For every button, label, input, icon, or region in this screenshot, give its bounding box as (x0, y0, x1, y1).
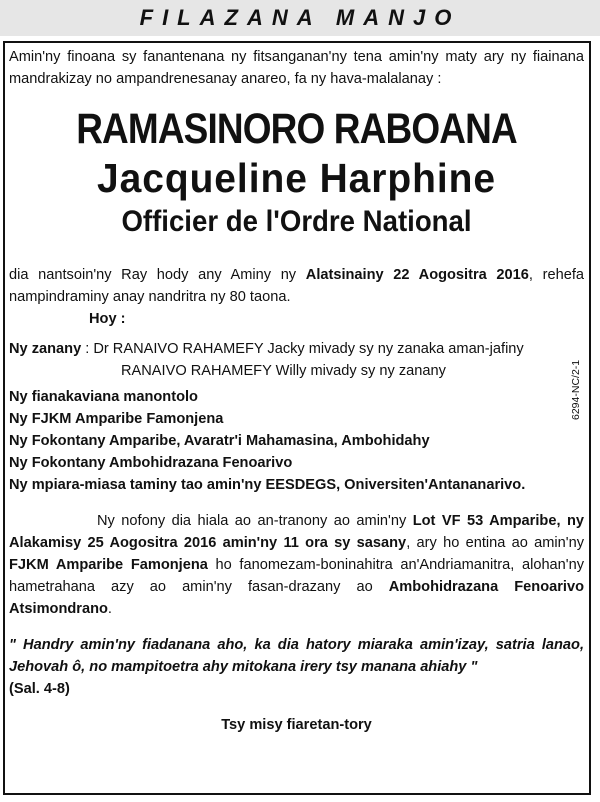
funeral-text-1: Ny nofony dia hiala ao an-tranony ao amin'ny (97, 513, 413, 529)
family-line: Ny Fokontany Ambohidrazana Fenoarivo (9, 455, 293, 471)
zanany-line2: RANAIVO RAHAMEFY Willy mivady sy ny zanany (121, 363, 446, 379)
header-banner (0, 0, 600, 36)
zanany-line1: : Dr RANAIVO RAHAMEFY Jacky mivady sy ny zanaka aman-jafiny (81, 341, 524, 357)
notice-content (9, 46, 584, 736)
hoy-label: Hoy : (89, 311, 126, 327)
closing-note: Tsy misy fiaretan-tory (221, 717, 372, 733)
bible-reference: (Sal. 4-8) (9, 681, 70, 697)
death-announcement (9, 264, 584, 308)
zanany-label: Ny zanany (9, 341, 82, 357)
funeral-text-4: . (107, 601, 112, 617)
funeral-church: FJKM Amparibe Famonjena (9, 557, 208, 573)
funeral-text-3: ho fanomezam-boninahitra an'Andriamanitra, alohan'ny hametrahana azy ao amin'ny fasan-drazany ao (9, 557, 584, 595)
zanany-line (9, 338, 584, 360)
family-line: Ny fianakaviana manontolo (9, 389, 198, 405)
death-pre: dia nantsoin'ny Ray hody any Aminy ny (9, 267, 306, 283)
funeral-place-time: Lot VF 53 Amparibe, ny Alakamisy 25 Aogositra 2016 amin'ny 11 ora sy sasany (9, 513, 584, 551)
deceased-surname: RAMASINORO RABOANA (76, 105, 517, 153)
header-title: FILAZANA MANJO (139, 5, 461, 30)
intro-text: Amin'ny finoana sy fanantenana ny fitsanganan'ny tena amin'ny maty ary ny fiainana mandrakizay no ampandrenesanay anareo, fa ny hava-malalanay : (9, 49, 584, 87)
deceased-honor-title: Officier de l'Ordre National (121, 205, 472, 238)
family-line: Ny mpiara-miasa taminy tao amin'ny EESDEGS, Oniversiten'Antananarivo. (9, 477, 526, 493)
family-line: Ny FJKM Amparibe Famonjena (9, 411, 224, 427)
funeral-burial-place: Ambohidrazana Fenoarivo Atsimondrano (9, 579, 584, 617)
side-reference-code: 6294-NC/2-1 (570, 359, 582, 420)
bible-quote: " Handry amin'ny fiadanana aho, ka dia hatory miaraka amin'izay, satria lanao, Jehovah ô, no mampitoetra ahy mitokana irery tsy manana ahiahy " (9, 637, 584, 675)
deceased-given-names: Jacqueline Harphine (96, 155, 496, 201)
family-line: Ny Fokontany Amparibe, Avaratr'i Mahamasina, Ambohidahy (9, 433, 430, 449)
funeral-details (9, 510, 584, 620)
death-post: , rehefa nampindraminy anay nandritra ny 80 taona. (9, 267, 585, 305)
death-date: Alatsinainy 22 Aogositra 2016 (305, 267, 529, 283)
funeral-text-2: , ary ho entina ao amin'ny (406, 535, 584, 551)
